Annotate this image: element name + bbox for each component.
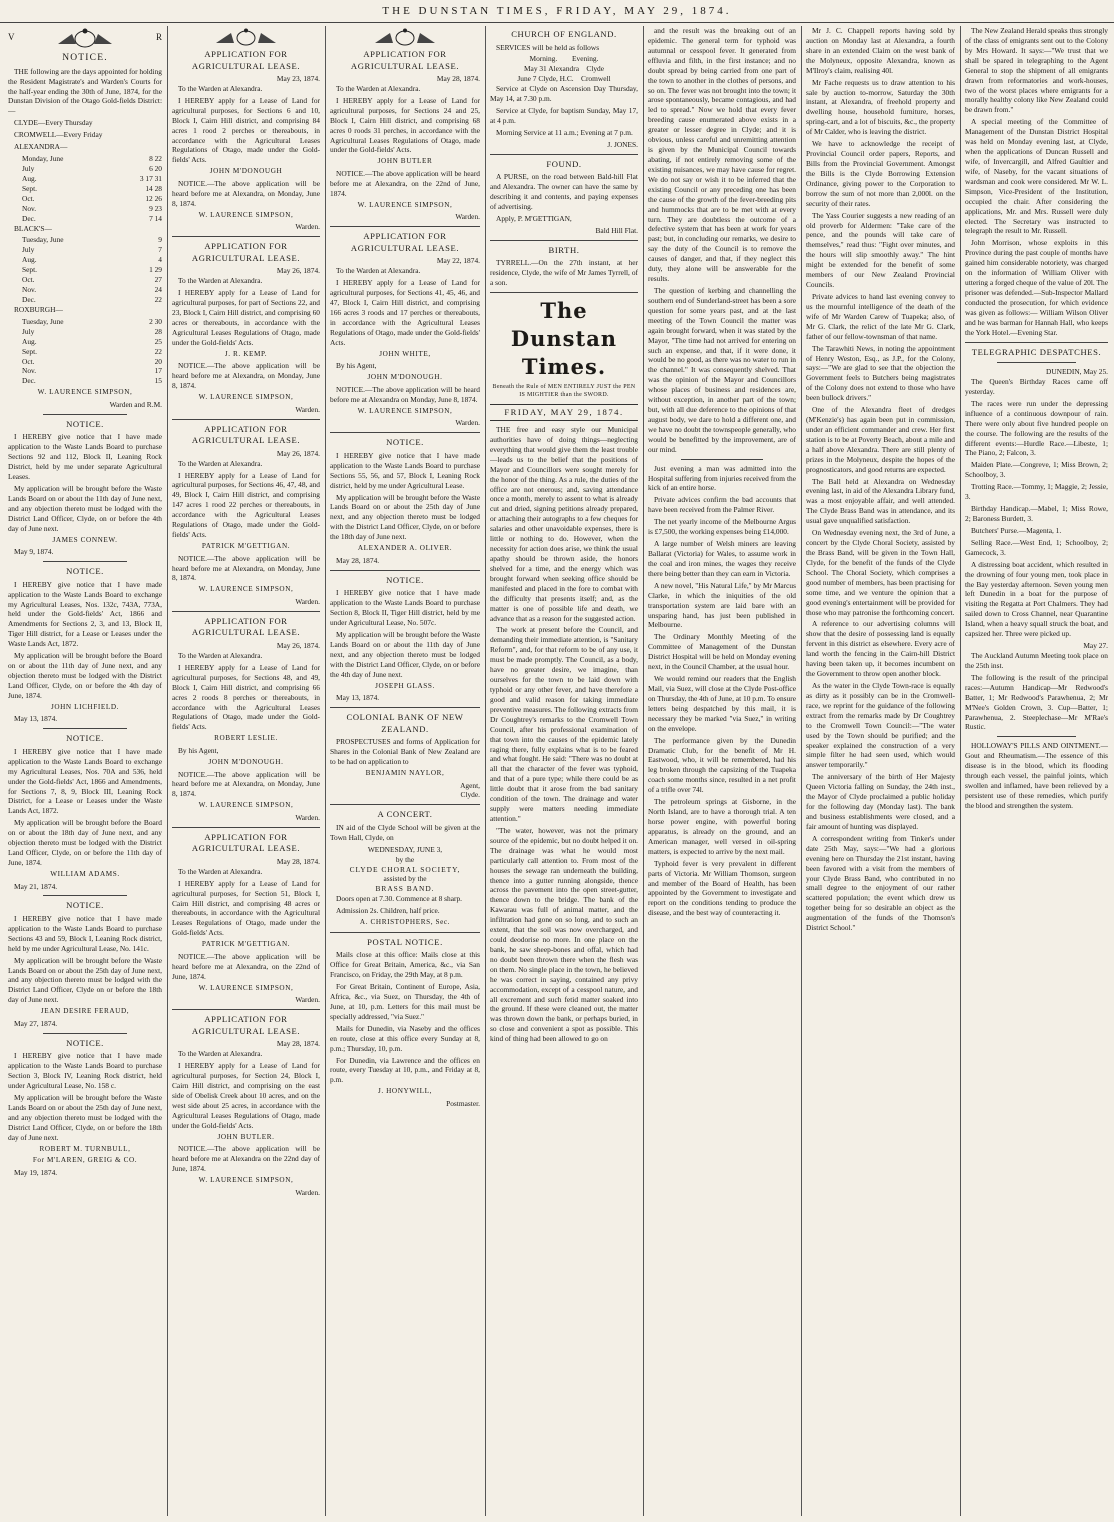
notice-heading: NOTICE. [66, 1037, 104, 1048]
lease-body: I HEREBY apply for a Lease of Land for agricultural purposes, for Sections 6 and 10, Block I, Cairn Hill district, and comprising 84 acres 1 rood 2 perches or thereabouts, in accordance with the Agricultural Leases Regulations of Otago, made under the Gold-fields' Acts. [172, 95, 320, 165]
notice-date: May 28, 1874. [336, 555, 380, 565]
news-item: As the water in the Clyde Town-race is equally as dirty as it possibly can be in the Cromwell-race, we reprint for the guidance of the following extract from the remarks made by Dr Coughtrey to the Cromwell Town Council:—"The water used by the Town should be purified; and the speaker explained the construction of a very simple filter he had seen used, which would answer temporarily." [806, 681, 955, 770]
crest-letter-r: R [155, 32, 162, 43]
column-rule [801, 26, 802, 1516]
warden-title: Warden. [455, 212, 480, 222]
divider [681, 459, 762, 460]
notice-body: My application will be brought before the Waste Lands Board on or about the 11th day of June next, and any objection thereto must be lodged with the District Land Officer, Clyde, on or before the 4th day of June next. [8, 483, 162, 533]
schedule-row: Oct. 20 [22, 356, 162, 366]
church-heading: CHURCH OF ENGLAND. [511, 29, 617, 39]
telegraph-item: The Auckland Autumn Meeting took place on the 25th inst. [965, 650, 1108, 670]
news-item: Mr Fache requests us to draw attention to his sale by auction to-morrow, Saturday the 30th instant, at Alexandra, of freehold property and dwelling house, household furniture, horses, spring-cart, and a lot of biscuits, &c., the property of Mr Calder, who is leaving the district. [806, 77, 955, 137]
divider [330, 707, 480, 708]
concert-admission: Admission 2s. Children, half price. [336, 906, 440, 916]
lease-heading: APPLICATION FOR AGRICULTURAL LEASE. [350, 231, 460, 253]
court-notice-heading: NOTICE. [62, 53, 108, 63]
church-body: Service at Clyde, for baptism Sunday, May 17, at 4 p.m. [490, 106, 638, 125]
warden-title: Warden. [295, 812, 320, 822]
lease-addressee: To the Warden at Alexandra. [336, 266, 421, 276]
notice-body: My application will be brought before the Waste Lands Board on or about the 11th day of June next, and any objection thereto must be lodged with the District Land Officer, Clyde, on or before the 4th day of June next. [330, 629, 480, 679]
divider [43, 895, 128, 896]
divider [330, 432, 480, 433]
divider [172, 827, 320, 828]
news-item: Just evening a man was admitted into the Hospital suffering from injuries received from the kick of an entire horse. [648, 463, 796, 493]
concert-doors: Doors open at 7.30. Commence at 8 sharp. [336, 894, 463, 904]
warden-signature: W. LAURENCE SIMPSON, [357, 200, 453, 209]
schedule-row: Nov. 9 23 [22, 203, 162, 213]
crest-letter-v: V [8, 32, 15, 43]
divider [172, 419, 320, 420]
lease-notice: NOTICE.—The above application will be heard before me at Alexandra, on Monday, June 8, 1874. [172, 769, 320, 799]
schedule-row: Oct. 12 26 [22, 193, 162, 203]
bank-heading: COLONIAL BANK OF NEW ZEALAND. [346, 712, 464, 734]
signature: JEAN DESIRE FERAUD, [40, 1007, 130, 1016]
lease-date: May 28, 1874. [436, 74, 480, 84]
lease-notice: NOTICE.—The above application will be heard before me at Alexandra, on the 22nd of June, 1874. [330, 169, 480, 198]
editorial-dateline: FRIDAY, MAY 29, 1874. [490, 404, 638, 422]
telegraph-dateline: May 27. [1083, 641, 1108, 651]
schedule-row: Sept. 14 28 [22, 183, 162, 193]
telegraph-item: A distressing boat accident, which resulted in the drowning of four young men, took place in the Bay yesterday afternoon. Seven young men left Dunedin in a boat for the purpose of visiting the Regatta at Port Chalmers. They had sailed down to Cross Channel, near Quarantine Island, when a heavy squall struck the boat, and capsized her. Three were picked up. [965, 559, 1108, 639]
notice-heading: NOTICE. [66, 418, 104, 429]
column-2 [172, 26, 320, 1518]
news-item: A large number of Welsh miners are leaving Ballarat (Victoria) for Wales, to assume work in the coal and iron mines, the wages they receive there being better than they can earn in Victoria. [648, 539, 796, 578]
schedule-row: Dec. 7 14 [22, 213, 162, 223]
roxburgh-label: ROXBURGH— [14, 304, 63, 314]
church-service-row: June 7 Clyde, H.C. Cromwell [517, 74, 611, 84]
lease-addressee: To the Warden at Alexandra. [178, 83, 263, 93]
divider [330, 570, 480, 571]
race-result: Butchers' Purse.—Magenta, 1. [971, 525, 1062, 535]
divider [490, 292, 638, 293]
notice-date: May 13, 1874. [14, 714, 58, 724]
column-rule [167, 26, 168, 1516]
cromwell-schedule: CROMWELL—Every Friday [14, 130, 103, 140]
signature: PATRICK M'GETTIGAN. [201, 940, 291, 949]
lease-heading: APPLICATION FOR AGRICULTURAL LEASE. [191, 241, 301, 263]
divider [965, 342, 1108, 343]
lease-addressee: To the Warden at Alexandra. [178, 1049, 263, 1059]
signature: ROBERT LESLIE. [214, 734, 278, 743]
race-result: Maiden Plate.—Congreve, 1; Miss Brown, 2; Schoolboy, 3. [965, 460, 1108, 480]
schedule-row: July 6 20 [22, 164, 162, 174]
schedule-row: July 28 [22, 326, 162, 336]
column-rule [485, 26, 486, 1516]
schedule-row: Tuesday, June 9 [22, 235, 162, 245]
bank-agent-place: Clyde. [460, 790, 480, 800]
divider [490, 154, 638, 155]
signature-firm: For M'LAREN, GREIG & CO. [32, 1156, 138, 1165]
editorial-paragraph: The work at present before the Council, and demanding their immediate attention, is "Sanitary Reform", and, for that reform to be of any use, it must be made promptly. The Council, as a body, have no greater desire, we imagine, than ourselves for the town to be laid down with typhoid or any other fever, and have therefore a good and valid reason for taking immediate preventive measures. The following extracts from Dr Coughtrey's remarks to the Cromwell Town Council, after his professional examination of that town into the causes of the epidemic lately raging there, fully explains what is to be feared and what fought. He said: "There was no doubt at all that the character of the fever was typhoid, and that of a pure type; while there could be as little doubt that it arose from the bad sanitary condition of the town. The drainage and water supply were matters needing immediate attention." [490, 625, 638, 823]
schedule-row: Dec. 15 [22, 376, 162, 386]
notice-heading: NOTICE. [386, 574, 424, 585]
warden-signature: W. LAURENCE SIMPSON, [198, 210, 294, 219]
royal-crest-icon [206, 28, 286, 46]
schedule-row: July 7 [22, 245, 162, 255]
signature: JOHN BUTLER. [217, 1132, 275, 1141]
lease-body: I HEREBY apply for a Lease of Land for agricultural purposes, for Sections 41, 45, 46, and 47, Block I, Cairn Hill district, and comprising 166 acres 3 roods and 17 perches or thereabouts, in accordance with the Agricultural Leases Regulations of Otago, made under the Gold-fields' Acts. [330, 278, 480, 347]
lease-notice: NOTICE.—The above application will be heard before me at Alexandra, on Monday, June 8, 1874. [172, 553, 320, 583]
concert-band: BRASS BAND. [375, 884, 435, 894]
lease-addressee: To the Warden at Alexandra. [178, 650, 263, 660]
notice-heading: NOTICE. [66, 566, 104, 577]
lease-addressee: To the Warden at Alexandra. [178, 458, 263, 468]
news-item: Typhoid fever is very prevalent in different parts of Victoria. Mr William Thomson, surgeon and member of the Board of Health, has been appointed by the Government to investigate and report on the conditions tending to produce the disease, and the best way of counteracting it. [648, 858, 796, 918]
notice-date: May 21, 1874. [14, 881, 58, 891]
concert-society: CLYDE CHORAL SOCIETY, [349, 864, 461, 874]
warden-signature: W. LAURENCE SIMPSON, [198, 801, 294, 810]
warden-signature: W. LAURENCE SIMPSON, [198, 1175, 294, 1184]
warden-title: Warden. [295, 597, 320, 607]
news-item: On Wednesday evening next, the 3rd of June, a concert by the Clyde Choral Society, assisted by the Brass Band, will be given in the Town Hall, Clyde, for the benefit of the funds of the Clyde School. The Choral Society, which comprises a good number of members, has been practising for some time, and we venture the opinion that a good evening's entertainment will be provided for those who may patronise the forthcoming concert. [806, 528, 955, 617]
concert-secretary: A. CHRISTOPHERS, Sec. [359, 918, 451, 927]
notice-body: I HEREBY give notice that I have made application to the Waste Lands Board to purchase Section 3, Block IV, Leaning Rock district, held under Agricultural Lease, No. 158 c. [8, 1051, 162, 1091]
news-item: Mr J. C. Chappell reports having sold by auction on Monday last at Alexandra, a fourth share in an extended Claim on the west bank of the Molyneux, opposite Alexandra, known as M'Ilroy's claim, realising 40l. [806, 26, 955, 75]
divider [997, 362, 1076, 363]
church-body: Service at Clyde on Ascension Day Thursday, May 14, at 7.30 p.m. [490, 84, 638, 104]
lease-date: May 26, 1874. [276, 448, 320, 458]
found-apply: Apply, P. M'GETTIGAN, [496, 213, 572, 223]
postal-body: Mails for Dunedin, via Naseby and the offices en route, close at this office every Sunday at 8, p.m.; Thursday, 10, p.m. [330, 1023, 480, 1053]
agent-signature: JOHN M'DONOUGH. [208, 757, 284, 766]
church-intro: SERVICES will be held as follows [496, 42, 600, 52]
notice-body: My application will be brought before the Waste Lands Board on or about the 25th day of June next, and any objection thereto must be lodged with the District Land Officer, Clyde, on or before the 18th day of June next. [330, 492, 480, 542]
divider [43, 1033, 128, 1034]
news-item: A reference to our advertising columns will show that the desire of possessing land is equally fervent in this district as elsewhere. Every acre of land worth the fencing in the Cairn-hill District having been taken up, it becomes incumbent on the Government to throw open another block. [806, 619, 955, 679]
editorial-paragraph: and the result was the breaking out of an epidemic. The general term for typhoid was autumnal or cesspool fever. It generated from effluvia and filth, in the first instance; and no doubt spread by being carried from one part of the town to another in the clothes of persons, and so on. The fever was not brought into the town; it arose spontaneously, became contagious, and had led to spread." Now we hold that every fever breeding cause enumerated above exists in a greater or lesser degree in Clyde; and it is obvious, unless careful and unremitting attention is given by the Municipal Council towards abating, if not entirely removing some of the existing nuisances, we may have cause for regret. We do not say or wish it to be inferred that the existing Council or any preceding one has been the cause of the growth of the fever-breeding pits and hummocks that are to be met with at every turn. They are doubtless the outcome of a defective system that has been at work for years past; but, in concluding our remarks, we desire to say the duty of the Council is to remove the causes of danger, and that, if they neglect this duty, they alone will be answerable for the results. [648, 26, 796, 284]
lease-heading: APPLICATION FOR AGRICULTURAL LEASE. [350, 49, 460, 71]
lease-body: I HEREBY apply for a Lease of Land for agricultural purposes, for Section 24, Block I, Cairn Hill district, and comprising on the east side of Obelisk Creek about 10 acres, and on the west side about 25 acres, in accordance with the Agricultural Leases Regulations of Otago, made under the Gold-fields' Acts. [172, 1061, 320, 1130]
paper-title: The Dunstan Times. [510, 298, 618, 380]
church-service-row: May 31 Alexandra Clyde [523, 64, 605, 74]
news-item: The anniversary of the birth of Her Majesty Queen Victoria falling on Sunday, the 24th inst., the Mayor of Clyde proclaimed a public holiday for the following day (Monday last). The bank and business establishments were closed, and a fair amount of hunting was displayed. [806, 772, 955, 831]
notice-heading: NOTICE. [66, 733, 104, 744]
schedule-row: Aug. 25 [22, 336, 162, 346]
signature: JOHN WHITE, [379, 349, 431, 358]
divider [997, 736, 1076, 737]
birth-heading: BIRTH. [548, 244, 580, 255]
signature: WILLIAM ADAMS. [50, 869, 120, 878]
notice-heading: NOTICE. [66, 900, 104, 911]
signature: JAMES CONNEW. [52, 535, 118, 544]
signature: JOHN LICHFIELD. [50, 702, 120, 711]
news-item: John Morrison, whose exploits in this Province during the past couple of months have gained him considerable notoriety, was charged on the information of William Oliver with uttering a forged cheque of the value of 20l. The prisoner was defended.—Sub-Inspector Mallard conducted the prosecution, for which evidence was given as follows:— William Wilson Oliver and he was barman for Hannah Hall, who keeps the York Hotel.—Evening Star. [965, 238, 1108, 337]
notice-body: My application will be brought before the Board on or about the 18th day of June next, and any objection thereto must be lodged with the District Land Officer, Clyde, on or before the 11th day of June, 1874. [8, 818, 162, 867]
lease-body: I HEREBY apply for a Lease of Land for agricultural purposes, for Sections 24 and 25, Block I, Cairn Hill district, and comprising 68 acres 0 roods 31 perches, in accordance with the Agricultural Leases Regulations of Otago, made under the Gold-fields' Acts. [330, 95, 480, 155]
schedule-row: Sept. 1 29 [22, 265, 162, 275]
divider [172, 1009, 320, 1010]
running-header: THE DUNSTAN TIMES, FRIDAY, MAY 29, 1874. [0, 0, 1114, 23]
race-result: The following is the result of the principal races:—Autumn Handicap—Mr Redwood's Batter, 1; Mr Redwood's Parawhenua, 2; Mr M'Nee's Golden Crown, 3. Cup—Batter, 1; Parawhenua, 2. Steeplechase—Mr M'Rae's Rustic. [965, 672, 1108, 732]
news-item: We would remind our readers that the English Mail, via Suez, will close at the Clyde Post-office on Thursday, the 4th of June, at 10 p.m. To ensure letters being despatched by this mail, it is necessary they be marked "via Suez," in writing on the envelope. [648, 674, 796, 733]
blacks-label: BLACK'S— [14, 223, 52, 233]
lease-notice: NOTICE.—The above application will be heard before me at Alexandra on Monday, June 8, 1874. [330, 384, 480, 404]
column-1 [8, 26, 162, 1518]
race-result: Selling Race.—West End, 1; Schoolboy, 2; Gamecock, 3. [965, 537, 1108, 557]
column-rule [325, 26, 326, 1516]
schedule-row: Nov. 24 [22, 285, 162, 295]
court-notice-intro: THE following are the days appointed for holding the Resident Magistrate's and Warden's Courts for the half-year ending the 30th of June, 1874, for the Dunstan Division of the Otago Gold-fields District:— [8, 66, 162, 116]
alexandra-dates [8, 154, 162, 223]
agent-signature: JOHN M'DONOUGH. [367, 373, 443, 382]
lease-body: I HEREBY apply for a Lease of Land for agricultural purposes, for part of Sections 22, and 23, Block I, Cairn Hill district, and comprising 60 acres or thereabouts, in accordance with the Agricultural Leases Regulations of Otago, made under the Gold-fields' Acts. [172, 288, 320, 347]
warden-title: Warden. [295, 404, 320, 414]
schedule-row: Aug. 3 17 31 [22, 173, 162, 183]
notice-body: I HEREBY give notice that I have made application to the Waste Lands Board to purchase Section 8, Block II, Tiger Hill district, held by me under Agricultural Lease, No. 507c. [330, 588, 480, 627]
schedule-row: Oct. 27 [22, 275, 162, 285]
news-item: The net yearly income of the Melbourne Argus is £7,500, the working expenses being £14,000. [648, 517, 796, 537]
postal-body: For Dunedin, via Lawrence and the offices en route, every Tuesday at 10, p.m., and Friday at 8, p.m. [330, 1055, 480, 1085]
signature-title: Warden and R.M. [109, 399, 162, 409]
warden-title: Warden. [295, 1187, 320, 1197]
news-item: Private advices confirm the bad accounts that have been received from the Palmer River. [648, 495, 796, 515]
warden-signature: W. LAURENCE SIMPSON, [198, 393, 294, 402]
church-body: Morning Service at 11 a.m.; Evening at 7 p.m. [496, 127, 633, 137]
signature: ALEXANDER A. OLIVER. [357, 544, 453, 553]
found-place: Bald Hill Flat. [595, 225, 638, 235]
news-item: The New Zealand Herald speaks thus strongly of the class of emigrants sent out to the Colony by Mrs Howard. It says:—"We trust that we shall be spared in telegraphing to the Agent General to stop the shipment of all emigrants drawn from reformatories and work-houses, two of the worst places where emigrants for a morally healthy colony like New Zealand could be drawn from." [965, 26, 1108, 115]
editorial-paragraph: The question of kerbing and channelling the southern end of Sunderland-street has been a sore question for some years past, and at the last meeting of the Town Council the matter was again brought forward, when it was stated by the Mayor, "The time had not arrived for entering on such an expense, and that, if it were done, it would be no good, as there was no water to run in the channel." It was consequently shelved. That was the opinion of the Mayor and Councillors whose places of business and residences are, without exception, in another part of the town; but, with all due deference to the opinions of that august body, we dare to hold a different one, and we have no doubt the townspeople generally, who would be benefitted by the improvement, are of our mind. [648, 285, 796, 454]
news-item: The Tarawhiti News, in noting the appointment of Henry Weston, Esq., as J.P., for the Colony, says:—"We are glad to see that the objection the Government feels to Butchers being magistrates of the Colony does not extend to those who have been bullock drivers." [806, 343, 955, 403]
schedule-row: Tuesday, June 2 30 [22, 316, 162, 326]
lease-notice: NOTICE.—The above application will be heard before me at Alexandra, on Monday, June 8, 1874. [172, 361, 320, 391]
notice-body: My application will be brought before the Waste Lands Board on or about the 25th day of June next, and any objection thereto must be lodged with the District Land Officer, Clyde, on or before the 18th day of June next. [8, 1093, 162, 1142]
signature: PATRICK M'GETTIGAN. [201, 542, 291, 550]
warden-signature: W. LAURENCE SIMPSON, [198, 983, 294, 992]
divider [172, 236, 320, 237]
lease-heading: APPLICATION FOR AGRICULTURAL LEASE. [191, 423, 301, 446]
bank-agent-title: Agent, [460, 780, 480, 790]
church-column-labels: Morning. Evening. [529, 54, 599, 64]
lease-heading: APPLICATION FOR AGRICULTURAL LEASE. [191, 831, 301, 854]
notice-body: I HEREBY give notice that I have made application to the Waste Lands Board to purchase Sections 43 and 59, Block I, Leaning Rock district, held by me under Agricultural Lease, No. 141c. [8, 913, 162, 953]
telegraphic-heading: TELEGRAPHIC DESPATCHES. [971, 346, 1102, 357]
concert-by: by the [395, 854, 415, 864]
schedule-row: Sept. 22 [22, 346, 162, 356]
notice-body: My application will be brought before the Waste Lands Board on or about the 25th day of June next, and any objection thereto must be lodged with the District Land Officer, Clyde on or before the 18th day of June next. [8, 955, 162, 1005]
news-item: One of the Alexandra fleet of dredges (M'Kenzie's) has again been put in commission, under an efficient commander and crew. Her first station is to be at Poverty Beach, about a mile and a half above Alexandra. There are still plenty of prizes in the Molyneux, despite the hopes of the prognosticators, and good returns are expected. [806, 405, 955, 474]
agent-line: By his Agent, [178, 745, 219, 755]
lease-addressee: To the Warden at Alexandra. [178, 866, 263, 876]
roxburgh-dates [8, 317, 162, 386]
news-item: A new novel, "His Natural Life," by Mr Marcus Clarke, in which the iniquities of the old transportation system are laid bare with an unsparing hand, has just been published in Melbourne. [648, 580, 796, 630]
royal-crest-icon [50, 28, 120, 48]
lease-date: May 23, 1874. [276, 74, 320, 84]
agent-line: By his Agent, [336, 361, 377, 371]
lease-notice: NOTICE.—The above application will be heard before me at Alexandra, on the 22nd of June, 1874. [172, 951, 320, 981]
news-item: The Yass Courier suggests a new reading of an old proverb for Aldermen: "Take care of the pence, and the pounds will take care of themselves," read thus: "Fight over minutes, and the hours will slip smoothly away." The hint might be extended for the benefit of some members of our New Zealand Provincial Councils. [806, 210, 955, 290]
royal-crest-icon [365, 28, 445, 46]
news-item: The Ball held at Alexandra on Wednesday evening last, in aid of the Alexandra Library fund, was a most enjoyable affair, and well attended. The Clyde Brass Band was in attendance, and its usual gave unqualified satisfaction. [806, 476, 955, 526]
lease-notice: NOTICE.—The above application will be heard before me at Alexandra on the 22nd day of June, 1874. [172, 1144, 320, 1174]
divider [330, 932, 480, 933]
news-item: The performance given by the Dunedin Dramatic Club, for the benefit of Mr H. Eastwood, who, it will be remembered, had his leg broken through the capsizing of the Tuapeka coach some months since, resulted in a net profit of a trifle over 74l. [648, 735, 796, 795]
lease-notice: NOTICE.—The above application will be heard before me at Alexandra, on Monday, June 8, 1874. [172, 178, 320, 208]
advertisement-item: HOLLOWAY'S PILLS AND OINTMENT.—Gout and Rheumatism.—The essence of this disease is in the blood, which its flooding through each vessel, the painful joints, which swollen and inflamed, have been relieved by a persistent use of these remedies, which purify the blood and strengthen the system. [965, 741, 1108, 810]
telegraph-item: The races were run under the depressing influence of a continuous downpour of rain. There were only about five hundred people on the course. The following are the results of the different events:—Hurdle Race.—Libeste, 1; The Piano, 2; Falcon, 3. [965, 398, 1108, 458]
column-rule [643, 26, 644, 1516]
birth-body: TYRRELL.—On the 27th instant, at her residence, Clyde, the wife of Mr James Tyrrell, of a son. [490, 258, 638, 288]
notice-body: I HEREBY give notice that I have made application to the Waste Lands Board to purchase Sections 92 and 112, Block II, Leaning Rock District, held by me under separate Agricultural Leases. [8, 432, 162, 482]
lease-date: May 22, 1874. [436, 256, 480, 266]
warden-title: Warden. [295, 222, 320, 232]
lease-body: I HEREBY apply for a Lease of Land for agricultural purposes, for Sections 48, and 49, Block I, Cairn Hill district, and comprising 66 acres 2 roods 8 perches or thereabouts, in accordance with the Agricultural Leases Regulations of Otago, made under the Gold-fields' Acts. [172, 662, 320, 732]
news-item: The petroleum springs at Gisborne, in the North Island, are to have a thorough trial. A ten horse power engine, with powerful boring apparatus, is already on the ground, and an American manager, well versed in oil-spring matters, is expected to arrive by the next mail. [648, 797, 796, 856]
concert-body: IN aid of the Clyde School will be given at the Town Hall, Clyde, on [330, 822, 480, 842]
news-item: We have to acknowledge the receipt of Provincial Council order papers, Reports, and Bills from the Provincial Government. Amongst the Bills is the Clyde Borrowing Extension Ordinance, giving power to the Corporation to borrow the sum of not more than 2,000l. on the security of their rates. [806, 139, 955, 208]
notice-body: I HEREBY give notice that I have made application to the Waste Lands Board to exchange my Agricultural Leases, Nos. 70A and 536, held under the Gold-fields' Act, 1866 and Amendments, for Sections 7, 8, 9, Block III, Leaning Rock District, for a Lease or Leases under the Waste Lands Act, 1872. [8, 746, 162, 816]
schedule-row: Dec. 22 [22, 295, 162, 304]
notice-body: I HEREBY give notice that I have made application to the Waste Lands Board to purchase Sections 55, 56, and 57, Block I, Leaning Rock district, held by me under Agricultural Lease. [330, 450, 480, 490]
lease-heading: APPLICATION FOR AGRICULTURAL LEASE. [191, 615, 301, 638]
column-7 [965, 26, 1108, 1518]
lease-date: May 26, 1874. [276, 641, 320, 650]
concert-date: WEDNESDAY, JUNE 3, [367, 844, 443, 854]
column-5 [648, 26, 796, 1518]
court-notice-crest-row [8, 26, 162, 49]
lease-heading: APPLICATION FOR AGRICULTURAL LEASE. [191, 1014, 301, 1036]
postal-heading: POSTAL NOTICE. [367, 936, 443, 947]
news-item: The Ordinary Monthly Meeting of the Committee of Management of the Dunstan District Hospital will be held on Monday evening next, in the Council Chamber, at the usual hour. [648, 632, 796, 672]
alexandra-label: ALEXANDRA— [14, 142, 68, 152]
divider [172, 611, 320, 612]
divider [43, 414, 128, 415]
race-result: Birthday Handicap.—Mabel, 1; Miss Rowe, 2; Baroness Burdett, 3. [965, 504, 1108, 523]
column-4 [490, 26, 638, 1518]
notice-body: I HEREBY give notice that I have made application to the Waste Lands Board to exchange my Agricultural Leases, Nos. 132c, 743A, 773A, held under the Gold-fields' Act, 1866 and Amendments for Sections 2, 3, and 13, Block II, Tiger Hill district, for a Lease or Leases under the Waste Lands Act, 1872. [8, 579, 162, 649]
editorial-paragraph: "The water, however, was not the primary source of the epidemic, but no doubt helped it on. The drainage was what he would most particularly call attention to. From most of the houses the sewage ran underneath the building, thence into a gutter running alongside, thence across the pavement into the open street-gutter, thence down to the bridge. The bank of the Kawarau was full of animal matter, and the infiltration had gone on so long, and to such an extent, that the soil was now overcharged, and could deodorise no more. In one place on the bank, he saw sheep-bones and offal, which had no doubt been thrown there when the flesh was on them. No single place in the town, he believed he was correct in saying, contained any privy accommodation, except of a cesspool nature, and all excrement and such fetid matter soaked into the ground. If these were cleaned out, the matter was thrown down the bank, or perhaps buried, in so close and convenient a spot as possible. This kind of thing had been allowed to go on [490, 825, 638, 1044]
divider [43, 561, 128, 562]
telegraph-dateline: DUNEDIN, May 25. [1046, 367, 1108, 377]
lease-addressee: To the Warden at Alexandra. [336, 83, 421, 93]
warden-title: Warden. [455, 418, 480, 428]
race-result: Trotting Race.—Tommy, 1; Maggie, 2; Jessie, 3. [965, 482, 1108, 502]
schedule-row: Aug. 4 [22, 255, 162, 265]
telegraph-item: The Queen's Birthday Races came off yesterday. [965, 377, 1108, 396]
divider [330, 804, 480, 805]
warden-signature: W. LAURENCE SIMPSON, [198, 585, 294, 594]
news-item: Private advices to hand last evening convey to us the mournful intelligence of the death of the wife of Mr Warden Carew of Tuapeka; also, of Mr G. Clark, the relict of the late Mr G. Clark, father of our fellow-townsman of that name. [806, 291, 955, 341]
postmaster-name: J. HONYWILL, [377, 1087, 433, 1096]
lease-date: May 28, 1874. [276, 856, 320, 866]
signature: J. R. KEMP. [224, 349, 268, 358]
schedule-row: Nov. 17 [22, 366, 162, 376]
paper-motto: Beneath the Rule of MEN ENTIRELY JUST the PEN IS MIGHTIER than the SWORD. [492, 384, 636, 399]
signature: JOSEPH GLASS. [375, 681, 435, 690]
warden-signature: W. LAURENCE SIMPSON, [357, 406, 453, 415]
concert-assisted: assisted by the [383, 874, 427, 884]
church-signature: J. JONES. [607, 139, 638, 149]
signature: JOHN M'DONOUGH [209, 167, 283, 176]
news-item: A special meeting of the Committee of Management of the Dunstan District Hospital was held on Monday evening last, at Clyde, when the applications of Duncan Russell and wife, of Invercargill, and Alfred Gaultier and wife, of Naseby, for the vacant situations of wardsman and cook were considered. Mr W. L. Simpson, Vice-President of the Institution, occupied the chair. After considering the applications, Mr. and Mrs. Russell were duly elected. The Secretary was instructed to telegraph the result to Mr. Russell. [965, 117, 1108, 236]
signature: ROBERT M. TURNBULL, [39, 1144, 131, 1153]
notice-heading: NOTICE. [386, 437, 424, 448]
bank-agent-name: BENJAMIN NAYLOR, [365, 768, 445, 777]
divider [43, 728, 128, 729]
postmaster-title: Postmaster. [446, 1098, 480, 1108]
column-rule [960, 26, 961, 1516]
news-item: A correspondent writing from Tinker's under date 25th May, says:—"We had a glorious evening here on Thursday the 21st instant, having been favored with a visit from the members of your Clyde Brass Band, who contributed in no small degree to the enjoyment of our rather scattered population; the event which drew us together being for so desirable an object as the augmentation of the funds of the Thomson's District School." [806, 833, 955, 933]
lease-body: I HEREBY apply for a Lease of Land for agricultural purposes, for Section 51, Block I, Cairn Hill district, and comprising 48 acres or thereabouts, in accordance with the Agricultural Leases Regulations of Otago, made under the Gold-fields' Acts. [172, 878, 320, 938]
notice-date: May 27, 1874. [14, 1018, 58, 1028]
postal-body: For Great Britain, Continent of Europe, Asia, Africa, &c., via Suez, on Thursday, the 4th of June, at 10, p.m. Letters for this mail must be specially addressed, "via Suez." [330, 982, 480, 1021]
lease-date: May 26, 1874. [276, 266, 320, 276]
bank-body: PROSPECTUSES and forms of Application for Shares in the Colonial Bank of New Zealand are to be had on application to [330, 737, 480, 766]
found-body: A PURSE, on the road between Bald-hill Flat and Alexandra. The owner can have the same by describing it and contents, and paying expenses of advertising. [490, 172, 638, 212]
divider [490, 240, 638, 241]
postal-body: Mails close at this office: Mails close at this Office for Great Britain, America, &c., via San Francisco, on Friday, the 29th May, at 8 p.m. [330, 950, 480, 980]
concert-heading: A CONCERT. [377, 809, 433, 820]
notice-date: May 13, 1874. [336, 693, 380, 703]
lease-heading: APPLICATION FOR AGRICULTURAL LEASE. [191, 49, 301, 71]
column-3 [330, 26, 480, 1518]
notice-body: My application will be brought before the Board on or about the 11th day of June next, and any objection thereto must be lodged with the District Land Officer, Clyde, on or before the 4th day of June, 1874. [8, 651, 162, 700]
clyde-schedule: CLYDE—Every Thursday [14, 118, 93, 128]
notice-date: May 9, 1874. [14, 547, 54, 557]
editorial-paragraph: THE free and easy style our Municipal authorities have of doing things—neglecting everything that would give them the least trouble—leads us to the belief that the positions of Mayor and Councillors were sought merely for the honor of the thing. As a rule, the duties of the office are not onerous; and, saving attendance once a month, merely to assent to what is already cut and dried, signing petitions already prepared, or attaching their autographs to a few cheques for salaries and other unavoidable expenses, there is little or nothing to do. However, when the necessity for action does arise, we think the usual apathy should be thrown aside, the honors shelved for a time, and the energy which was brought forward when seeking office should be manifested and placed in the fore to combat with the difficulty that presents itself; and, as the matter is one of possible life and death, we advance that as a reason for the suggested action. [490, 425, 638, 623]
lease-date: May 28, 1874. [276, 1039, 320, 1049]
signature: JOHN BUTLER [377, 157, 433, 166]
divider [330, 226, 480, 227]
found-heading: FOUND. [546, 158, 582, 169]
blacks-dates [8, 235, 162, 304]
signature: W. LAURENCE SIMPSON, [37, 388, 133, 397]
warden-title: Warden. [295, 995, 320, 1005]
column-6 [806, 26, 955, 1518]
lease-body: I HEREBY apply for a Lease of Land for agricultural purposes, for Sections 46, 47, 48, and 49, Block I, Cairn Hill district, and comprising 147 acres 1 rood 22 perches or thereabouts, in accordance with the Agricultural Leases Regulations of Otago, made under the Gold-fields' Acts. [172, 470, 320, 540]
notice-date: May 19, 1874. [14, 1167, 58, 1177]
lease-addressee: To the Warden at Alexandra. [178, 276, 263, 286]
schedule-row: Monday, June 8 22 [22, 154, 162, 164]
